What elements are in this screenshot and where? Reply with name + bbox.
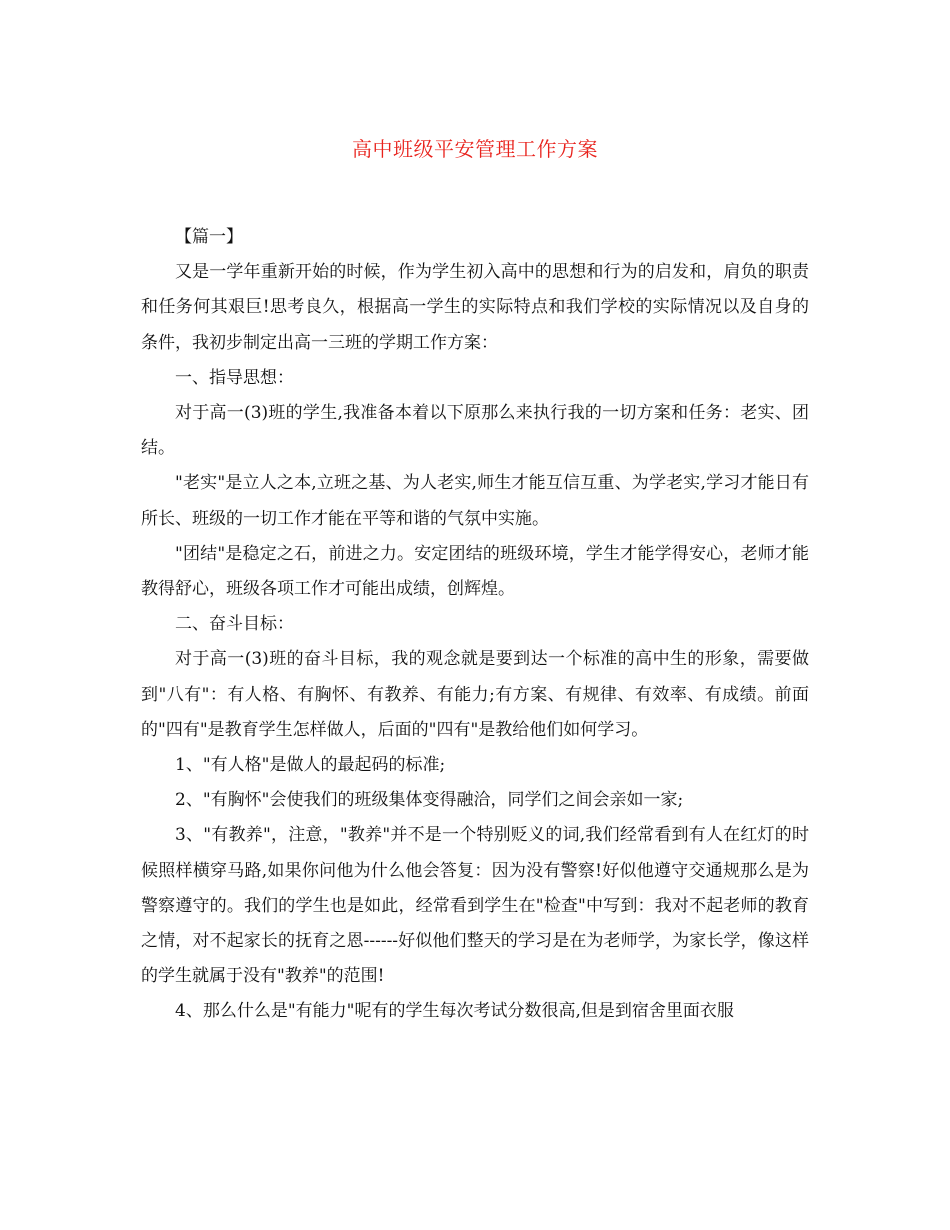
list-item-ability: 4、那么什么是"有能力"呢有的学生每次考试分数很高,但是到宿舍里面衣服 (175, 1001, 734, 1022)
paragraph-unity: "团结"是稳定之石，前进之力。安定团结的班级环境，学生才能学得安心，老师才能教得舒心，班级各项工作才可能出成绩，创辉煌。 (141, 543, 809, 600)
list-item-broad-mind: 2、"有胸怀"会使我们的班级集体变得融洽，同学们之间会亲如一家; (175, 790, 684, 811)
list-item-personality: 1、"有人格"是做人的最起码的标准; (175, 755, 446, 776)
paragraph-principles: 对于高一(3)班的学生,我准备本着以下原那么来执行我的一切方案和任务：老实、团结。 (141, 403, 809, 459)
paragraph-intro: 又是一学年重新开始的时候，作为学生初入高中的思想和行为的启发和，肩负的职责和任务何其艰巨!思考良久，根据高一学生的实际特点和我们学校的实际情况以及自身的条件，我初步制定出高一三班的学期工作方案： (141, 262, 809, 353)
paragraph-honesty: "老实"是立人之本,立班之基、为人老实,师生才能互信互重、为学老实,学习才能日有所长、班级的一切工作才能在平等和谐的气氛中实施。 (141, 473, 809, 529)
paragraph-goals: 对于高一(3)班的奋斗目标，我的观念就是要到达一个标准的高中生的形象，需要做到"八有"：有人格、有胸怀、有教养、有能力;有方案、有规律、有效率、有成绩。前面的"四有"是教育学生怎样做人，后面的"四有"是教给他们如何学习。 (141, 649, 809, 740)
document-title: 高中班级平安管理工作方案 (352, 137, 598, 161)
section-heading-guiding-thought: 一、指导思想： (175, 367, 294, 388)
document-body (141, 220, 809, 1030)
section-heading-goals: 二、奋斗目标： (175, 614, 294, 635)
section-heading-part-one: 【篇一】 (175, 227, 243, 247)
list-item-manners: 3、"有教养"，注意，"教养"并不是一个特别贬义的词,我们经常看到有人在红灯的时候照样横穿马路,如果你问他为什么他会答复：因为没有警察!好似他遵守交通规那么是为警察遵守的。我们的学生也是如此，经常看到学生在"检查"中写到：我对不起老师的教育之情，对不起家长的抚育之恩------好似他们整天的学习是在为老师学，为家长学，像这样的学生就属于没有"教养"的范围! (141, 825, 809, 987)
